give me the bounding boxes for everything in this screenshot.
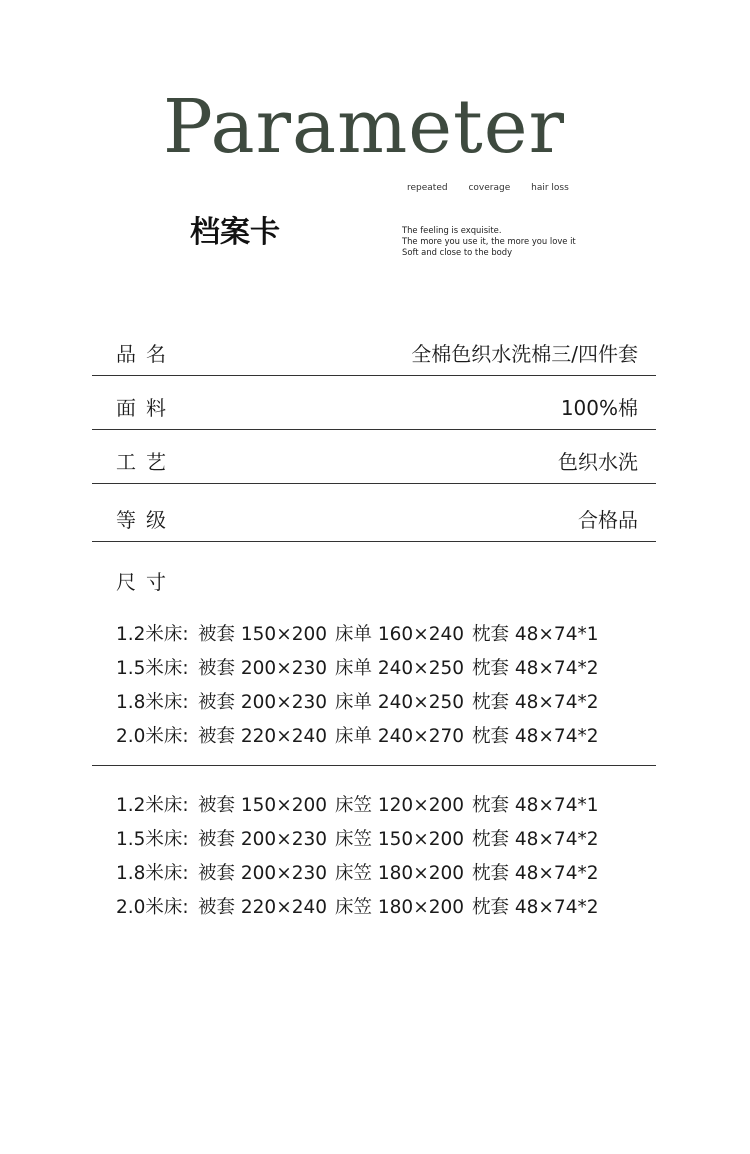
size-heading: 尺寸 bbox=[116, 570, 176, 594]
pillow-size: 枕套 48×74*2 bbox=[472, 863, 599, 884]
duvet-size: 被套 200×230 bbox=[198, 829, 328, 850]
section-divider bbox=[92, 765, 656, 766]
size-row bbox=[116, 893, 598, 919]
sheet-size: 床单 240×250 bbox=[335, 692, 465, 713]
tagline-line-1: The feeling is exquisite. bbox=[402, 225, 502, 235]
size-row bbox=[116, 722, 598, 748]
param-label: 面料 bbox=[116, 396, 176, 420]
pillow-size: 枕套 48×74*2 bbox=[472, 726, 599, 747]
tagline-line-2: The more you use it, the more you love it bbox=[402, 236, 576, 246]
size-row bbox=[116, 688, 598, 714]
pillow-size: 枕套 48×74*2 bbox=[472, 658, 599, 679]
fitted-sheet-size: 床笠 180×200 bbox=[335, 897, 465, 918]
param-row-grade bbox=[92, 493, 656, 542]
sheet-size: 床单 160×240 bbox=[335, 624, 465, 645]
duvet-size: 被套 200×230 bbox=[198, 863, 328, 884]
param-label: 工艺 bbox=[116, 450, 176, 474]
pillow-size: 枕套 48×74*2 bbox=[472, 897, 599, 918]
param-row-fabric bbox=[92, 385, 656, 430]
sheet-size: 床单 240×250 bbox=[335, 658, 465, 679]
param-row-craft bbox=[92, 439, 656, 484]
bed-size: 1.5米床: bbox=[116, 658, 189, 679]
param-label: 品名 bbox=[116, 342, 176, 366]
bed-size: 1.2米床: bbox=[116, 624, 189, 645]
param-value: 色织水洗 bbox=[558, 450, 638, 474]
duvet-size: 被套 150×200 bbox=[198, 624, 328, 645]
duvet-size: 被套 200×230 bbox=[198, 692, 328, 713]
page-title: Parameter bbox=[163, 84, 565, 170]
bed-size: 1.2米床: bbox=[116, 795, 189, 816]
pillow-size: 枕套 48×74*1 bbox=[472, 795, 599, 816]
tag-hair-loss: hair loss bbox=[531, 183, 569, 193]
tagline-block bbox=[402, 225, 576, 258]
bed-size: 2.0米床: bbox=[116, 726, 189, 747]
page-subtitle: 档案卡 bbox=[190, 215, 280, 250]
duvet-size: 被套 220×240 bbox=[198, 726, 328, 747]
param-label: 等级 bbox=[116, 508, 176, 532]
size-row bbox=[116, 859, 598, 885]
param-value: 100%棉 bbox=[560, 396, 638, 420]
param-row-name bbox=[92, 330, 656, 376]
pillow-size: 枕套 48×74*2 bbox=[472, 829, 599, 850]
pillow-size: 枕套 48×74*2 bbox=[472, 692, 599, 713]
param-value: 全棉色织水洗棉三/四件套 bbox=[411, 342, 638, 366]
duvet-size: 被套 200×230 bbox=[198, 658, 328, 679]
feature-tags bbox=[407, 183, 587, 193]
bed-size: 1.5米床: bbox=[116, 829, 189, 850]
tag-repeated: repeated bbox=[407, 183, 448, 193]
bed-size: 2.0米床: bbox=[116, 897, 189, 918]
size-row bbox=[116, 620, 598, 646]
tagline-line-3: Soft and close to the body bbox=[402, 247, 513, 257]
param-value: 合格品 bbox=[578, 508, 638, 532]
bed-size: 1.8米床: bbox=[116, 863, 189, 884]
size-row bbox=[116, 654, 598, 680]
pillow-size: 枕套 48×74*1 bbox=[472, 624, 599, 645]
tag-coverage: coverage bbox=[468, 183, 511, 193]
sheet-size: 床单 240×270 bbox=[335, 726, 465, 747]
bed-size: 1.8米床: bbox=[116, 692, 189, 713]
size-row bbox=[116, 825, 598, 851]
duvet-size: 被套 220×240 bbox=[198, 897, 328, 918]
fitted-sheet-size: 床笠 180×200 bbox=[335, 863, 465, 884]
size-row bbox=[116, 791, 598, 817]
fitted-sheet-size: 床笠 120×200 bbox=[335, 795, 465, 816]
duvet-size: 被套 150×200 bbox=[198, 795, 328, 816]
fitted-sheet-size: 床笠 150×200 bbox=[335, 829, 465, 850]
